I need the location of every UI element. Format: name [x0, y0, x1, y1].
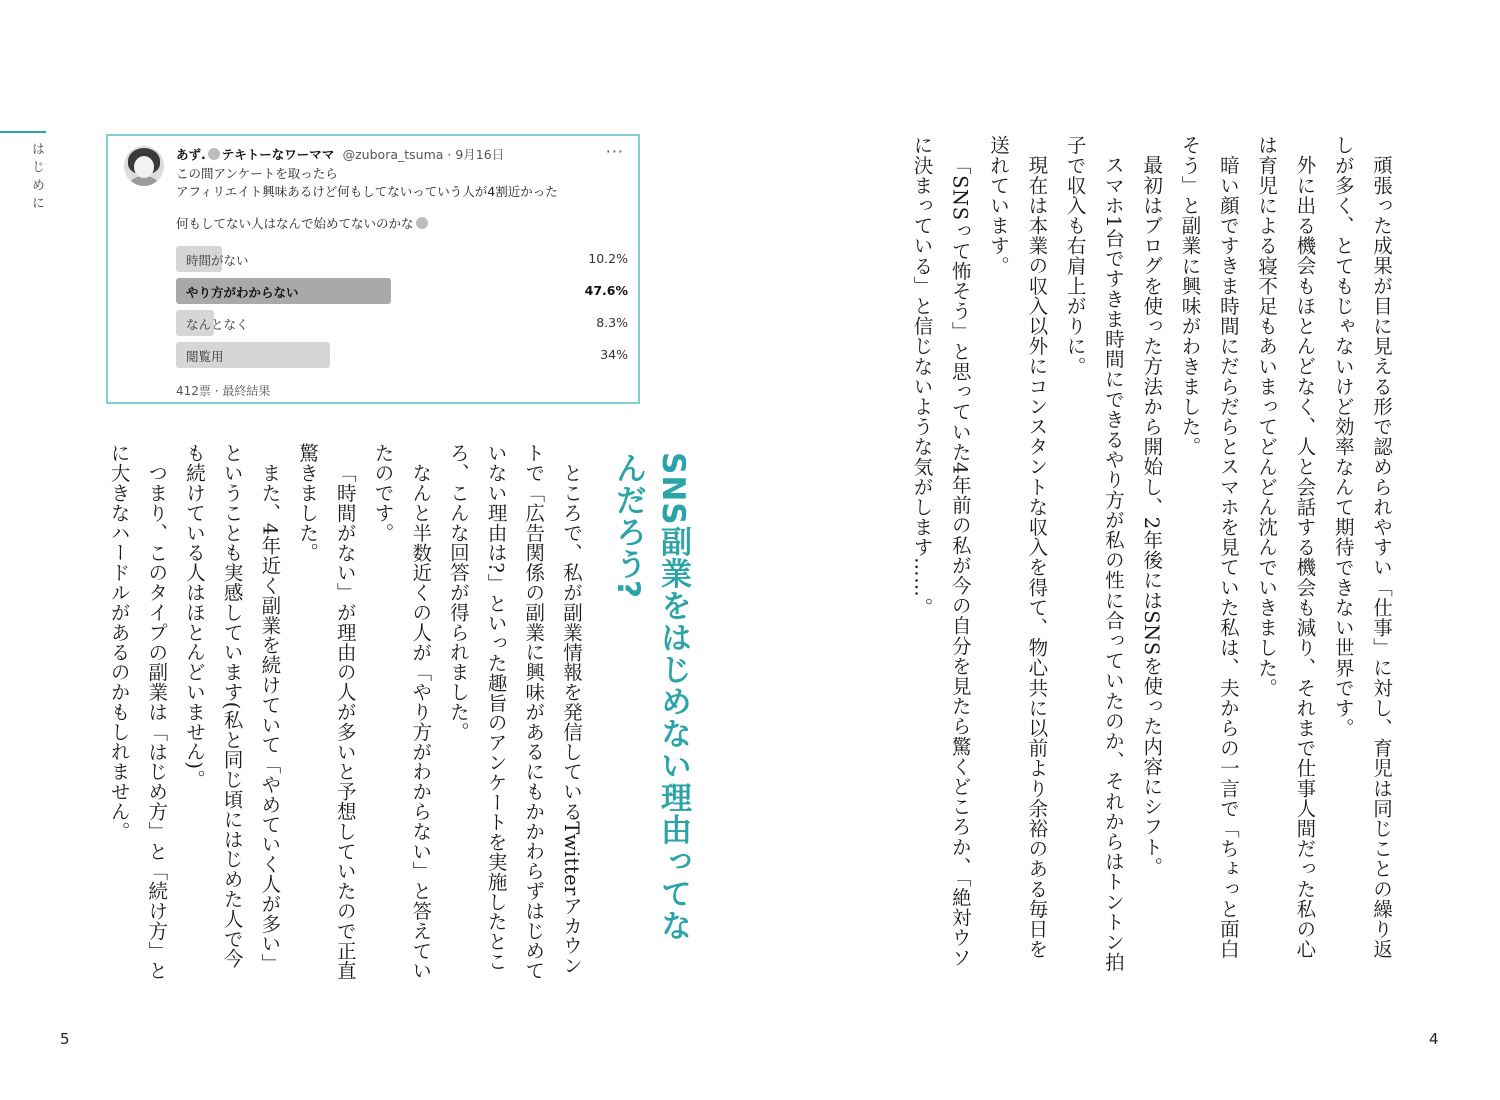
paragraph: スマホ1台ですきま時間にできるやり方が私の性に合っていたのか、それからはトントン拍子で収入も右肩上がりに。 — [1063, 135, 1125, 972]
tweet-author-name: あず. テキトーなワーママ — [176, 147, 335, 162]
poll-option-label: なんとなく — [186, 317, 249, 332]
poll-option-percent: 34% — [600, 347, 628, 362]
page-number-left: 5 — [60, 1030, 70, 1048]
thinking-emoji-icon — [416, 217, 428, 229]
poll-option-label: やり方がわからない — [186, 285, 299, 300]
poll-option — [176, 310, 628, 336]
poll-option-label: 時間がない — [186, 253, 249, 268]
section-heading: SNS副業をはじめない理由ってなんだろう? — [610, 452, 691, 942]
poll-option-percent: 8.3% — [596, 315, 628, 330]
poll-option-percent: 10.2% — [588, 251, 628, 266]
chapter-label: はじめに — [29, 142, 44, 214]
poll — [176, 246, 628, 374]
paragraph: 「SNSって怖そう」と思っていた4年前の私が今の自分を見たら驚くどころか、「絶対ウソに決まっている」と信じないような気がします……。 — [910, 135, 972, 968]
paragraph: ところで、私が副業情報を発信しているTwitterアカウントで「広告関係の副業に興味があるにもかかわらずはじめていない理由は?」といった趣旨のアンケートを実施したところ、こんな回答が得られました。 — [446, 443, 583, 981]
emoji-icon — [208, 148, 220, 160]
poll-option-label: 閲覧用 — [186, 349, 224, 364]
tweet-handle-date: @zubora_tsuma · 9月16日 — [342, 147, 505, 162]
paragraph: 現在は本業の収入以外にコンスタントな収入を得て、物心共に以前より余裕のある毎日を送れています。 — [987, 135, 1049, 959]
paragraph: 外に出る機会もほとんどなく、人と会話する機会も減り、それまで仕事人間だった私の心は育児による寝不足もあいまってどんどん沈んでいきました。 — [1255, 135, 1317, 959]
poll-option — [176, 278, 628, 304]
chapter-divider — [0, 131, 46, 133]
more-options-icon: ··· — [605, 142, 624, 161]
paragraph: なんと半数近くの人が「やり方がわからない」と答えていたのです。 — [371, 443, 433, 980]
avatar — [124, 146, 164, 186]
left-body-text — [107, 443, 590, 983]
tweet-header — [176, 145, 504, 163]
paragraph: 「時間がない」が理由の人が多いと予想していたので正直驚きました。 — [296, 443, 357, 980]
poll-option — [176, 246, 628, 272]
poll-option-percent: 47.6% — [584, 283, 628, 298]
page-number-right: 4 — [1429, 1030, 1439, 1048]
poll-option — [176, 342, 628, 368]
right-body-text — [910, 135, 1400, 975]
paragraph: 暗い顔ですきま時間にだらだらとスマホを見ていた私は、夫からの一言で「ちょっと面白そう」と副業に興味がわきました。 — [1178, 135, 1240, 959]
paragraph: また、4年近く副業を続けていて「やめていく人が多い」ということも実感しています(私と同じ頃にはじめた人で今も続けている人はほとんどいません)。 — [182, 443, 282, 973]
tweet-text: この間アンケートを取ったら アフィリエイト興味あるけど何もしてないっていう人が4割近かった 何もしてない人はなんで始めてないのかな — [176, 166, 558, 231]
tweet-card — [106, 134, 640, 404]
paragraph: つまり、このタイプの副業は「はじめ方」と「続け方」とに大きなハードルがあるのかもしれません。 — [107, 443, 169, 980]
poll-footer: 412票 · 最終結果 — [176, 384, 271, 398]
paragraph: 頑張った成果が目に見える形で認められやすい「仕事」に対し、育児は同じことの繰り返しが多く、とてもじゃないけど効率なんて期待できない世界です。 — [1331, 135, 1393, 959]
paragraph: 最初はブログを使った方法から開始し、2年後にはSNSを使った内容にシフト。 — [1140, 154, 1164, 877]
